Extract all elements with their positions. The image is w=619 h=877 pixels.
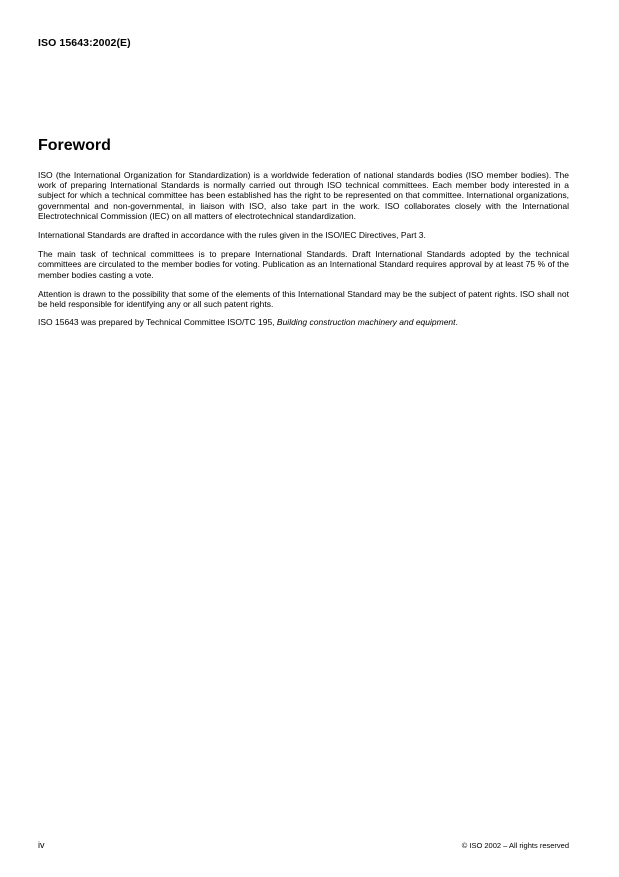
paragraph-prepared-by [38,317,569,327]
committee-scope-title: Building construction machinery and equipment [276,317,456,328]
copyright-notice: © ISO 2002 – All rights reserved [461,841,569,850]
paragraph-patent-rights: Attention is drawn to the possibility that some of the elements of this International Standard may be the subject of patent rights. ISO shall not be held responsible for identifying any or all such patent rights. [38,288,569,310]
prepared-by-period: . [455,317,458,328]
document-id-header: ISO 15643:2002(E) [38,37,131,49]
foreword-body [38,170,569,336]
section-title: Foreword [38,137,111,154]
paragraph-directives: International Standards are drafted in accordance with the rules given in the ISO/IEC Directives, Part 3. [38,230,426,241]
paragraph-main-task: The main task of technical committees is to prepare International Standards. Draft International Standards adopted by the technical committees are circulated to the member bodies for voting. Publication as an International Standard requires approval by at least 75 % of the member bodies casting a vote. [38,249,569,280]
page-number: iv [38,840,45,850]
prepared-by-text: ISO 15643 was prepared by Technical Committee ISO/TC 195, [38,317,277,328]
paragraph-iso-intro: ISO (the International Organization for Standardization) is a worldwide federation of national standards bodies (ISO member bodies). The work of preparing International Standards is normally carried out through ISO technical committees. Each member body interested in a subject for which a technical committee has been established has the right to be represented on that committee. International organizations, governmental and non-governmental, in liaison with ISO, also take part in the work. ISO collaborates closely with the International Electrotechnical Commission (IEC) on all matters of electrotechnical standardization. [38,170,569,221]
